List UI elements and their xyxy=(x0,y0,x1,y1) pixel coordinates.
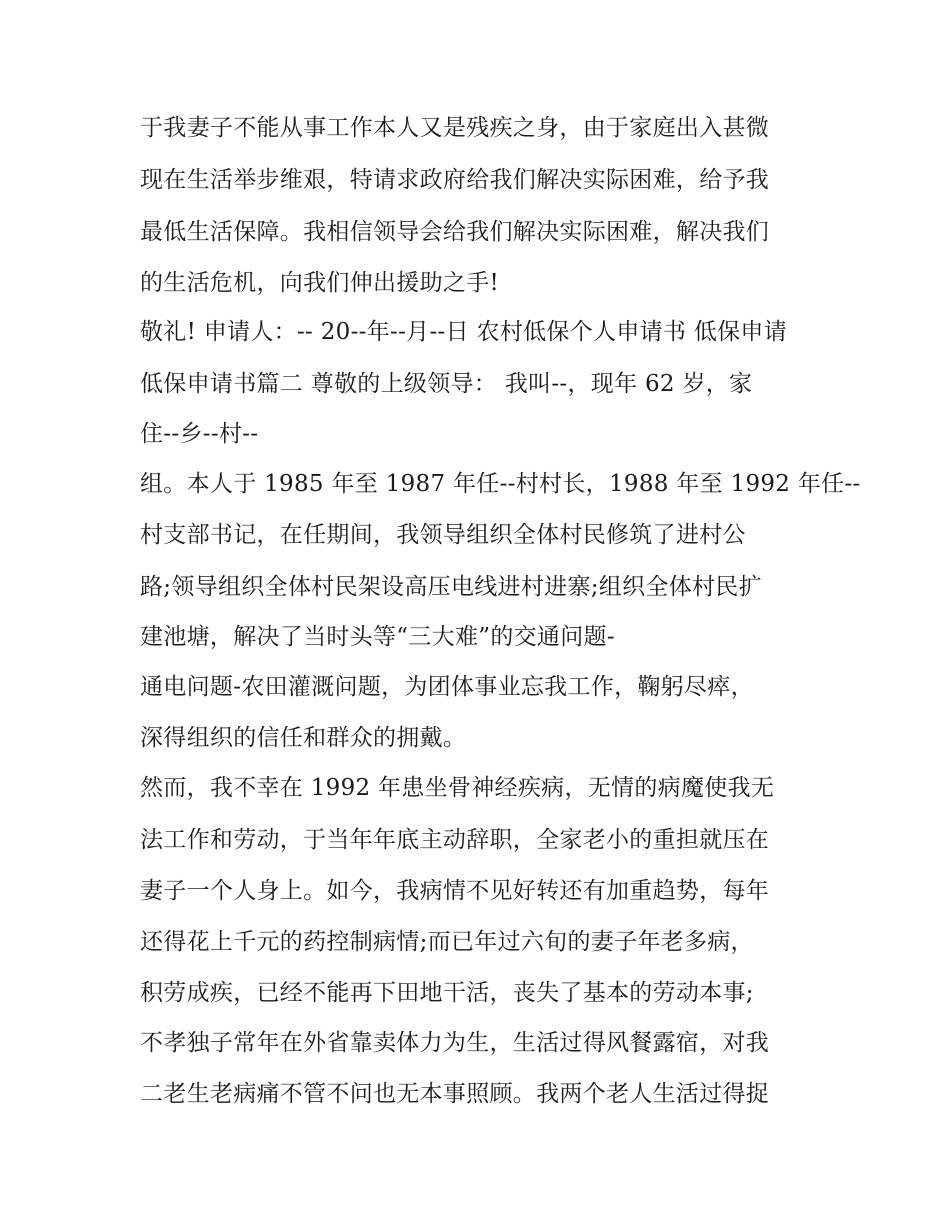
text-line: 二老生老病痛不管不问也无本事照顾。我两个老人生活过得捉 xyxy=(140,1081,770,1107)
text-line: 法工作和劳动，于当年年底主动辞职，全家老小的重担就压在 xyxy=(140,827,770,853)
text-line: 建池塘，解决了当时头等“三大难”的交通问题- xyxy=(140,624,615,650)
text-line: 的生活危机，向我们伸出援助之手! xyxy=(140,270,500,296)
text-line: 还得花上千元的药控制病情;而已年过六旬的妻子年老多病， xyxy=(140,929,754,955)
text-line: 妻子一个人身上。如今，我病情不见好转还有加重趋势，每年 xyxy=(140,878,770,904)
text-line: 于我妻子不能从事工作本人又是残疾之身，由于家庭出入甚微 xyxy=(140,115,770,141)
text-line: 现在生活举步维艰，特请求政府给我们解决实际困难，给予我 xyxy=(140,167,770,193)
text-line: 路;领导组织全体村民架设高压电线进村进寨;组织全体村民扩 xyxy=(140,574,762,600)
text-line: 住--乡--村-- xyxy=(140,421,259,447)
text-line: 不孝独子常年在外省靠卖体力为生，生活过得风餐露宿，对我 xyxy=(140,1030,770,1056)
text-line: 低保申请书篇二 尊敬的上级领导： 我叫--，现年 62 岁，家 xyxy=(140,371,753,397)
text-line: 最低生活保障。我相信领导会给我们解决实际困难，解决我们 xyxy=(140,219,770,245)
text-line: 深得组织的信任和群众的拥戴。 xyxy=(140,725,467,751)
text-line: 敬礼! 申请人：-- 20--年--月--日 农村低保个人申请书 低保申请 xyxy=(140,319,788,345)
text-line: 积劳成疾，已经不能再下田地干活，丧失了基本的劳动本事; xyxy=(140,980,754,1006)
text-line: 组。本人于 1985 年至 1987 年任--村村长，1988 年至 1992 年任-- xyxy=(140,471,861,497)
text-line: 村支部书记，在任期间，我领导组织全体村民修筑了进村公 xyxy=(140,522,746,548)
text-line: 通电问题-农田灌溉问题，为团体事业忘我工作，鞠躬尽瘁， xyxy=(140,674,754,700)
text-line: 然而，我不幸在 1992 年患坐骨神经疾病，无情的病魔使我无 xyxy=(140,775,775,801)
